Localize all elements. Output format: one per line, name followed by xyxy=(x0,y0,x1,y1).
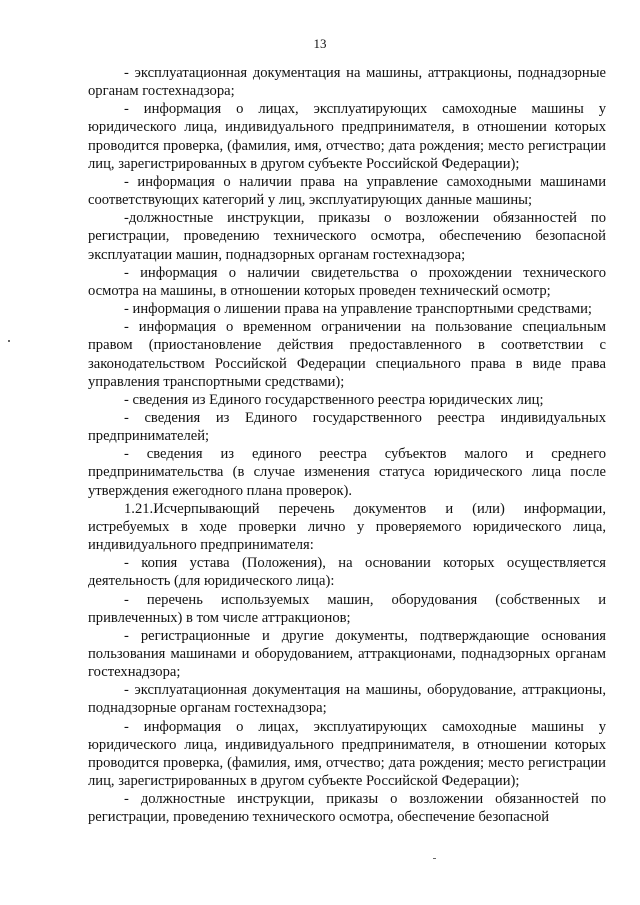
list-item: - регистрационные и другие документы, подтверждающие основания пользования машинами и оборудованием, аттракционами, поднадзорных органам гостехнадзора; xyxy=(88,627,606,681)
scan-speck xyxy=(433,858,436,859)
list-item: - эксплуатационная документация на машины, аттракционы, поднадзорные органам гостехнадзора; xyxy=(88,65,606,100)
list-item: - сведения из единого реестра субъектов малого и среднего предпринимательства (в случае изменения статуса юридического лица после утверждения ежегодного плана проверок). xyxy=(88,446,606,499)
section-paragraph: 1.21.Исчерпывающий перечень документов и (или) информации, истребуемых в ходе проверки лично у проверяемого юридического лица, индивидуального предпринимателя: xyxy=(88,500,606,554)
list-item: - информация о временном ограничении на пользование специальным правом (приостановление действия предоставленного в соответствии с законодательством Российской Федерации специального права в виде права управления транспортными средствами); xyxy=(88,319,606,390)
list-item: - информация о наличии свидетельства о прохождении технического осмотра на машины, в отношении которых проведен технический осмотр; xyxy=(88,264,606,299)
list-item: - эксплуатационная документация на машины, оборудование, аттракционы, поднадзорные органам гостехнадзора; xyxy=(88,682,606,717)
list-item: - информация о лишении права на управление транспортными средствами; xyxy=(124,301,592,318)
list-item: - сведения из Единого государственного реестра юридических лиц; xyxy=(124,391,544,408)
list-item: -должностные инструкции, приказы о возложении обязанностей по регистрации, проведению технического осмотра, обеспечению безопасной эксплуатации машин, поднадзорных органам гостехнадзора; xyxy=(88,210,606,263)
list-item: - информация о лицах, эксплуатирующих самоходные машины у юридического лица, индивидуального предпринимателя, в отношении которых проводится проверка, (фамилия, имя, отчество; дата рождения; место регистрации лиц, зарегистрированных в другом субъекте Российской Федерации); xyxy=(88,718,606,790)
document-body xyxy=(88,64,606,827)
page-number: 13 xyxy=(313,36,327,51)
list-item: - перечень используемых машин, оборудования (собственных и привлеченных) в том числе аттракционов; xyxy=(88,591,606,626)
list-item: - копия устава (Положения), на основании которых осуществляется деятельность (для юридического лица): xyxy=(88,555,606,590)
list-item: - сведения из Единого государственного реестра индивидуальных предпринимателей; xyxy=(88,409,606,445)
list-item: - информация о наличии права на управление самоходными машинами соответствующих категорий у лиц, эксплуатирующих данные машины; xyxy=(88,173,606,209)
list-item: - информация о лицах, эксплуатирующих самоходные машины у юридического лица, индивидуального предпринимателя, в отношении которых проводится проверка, (фамилия, имя, отчество; дата рождения; место регистрации лиц, зарегистрированных в другом субъекте Российской Федерации); xyxy=(88,101,606,172)
list-item: - должностные инструкции, приказы о возложении обязанностей по регистрации, проведению технического осмотра, обеспечение безопасной xyxy=(88,791,606,826)
scan-speck xyxy=(8,340,10,342)
